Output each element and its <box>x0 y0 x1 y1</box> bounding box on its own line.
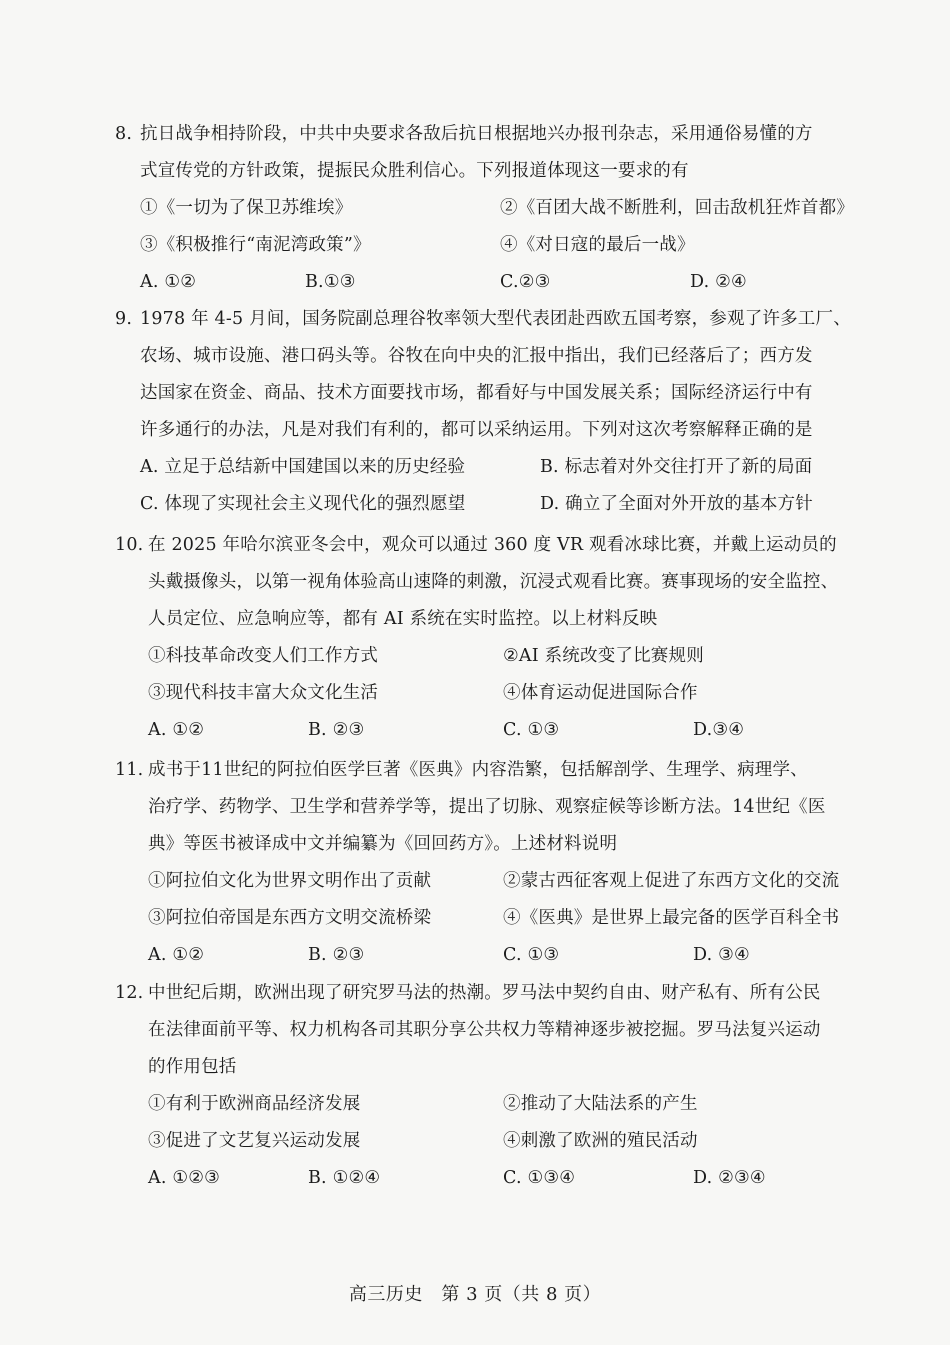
choice-a: A. ①② <box>140 272 197 292</box>
choice-c: C. ①③ <box>503 720 560 740</box>
statement-1: ①阿拉伯文化为世界文明作出了贡献 <box>148 871 432 891</box>
stem-line: 在 2025 年哈尔滨亚冬会中，观众可以通过 360 度 VR 观看冰球比赛，并戴上运动员的 <box>148 535 837 555</box>
choice-a: A. ①② <box>148 720 205 740</box>
statement-4: ④《对日寇的最后一战》 <box>500 235 695 255</box>
question-10 <box>115 527 880 749</box>
choice-b: B. ②③ <box>308 945 365 965</box>
question-number: 8. <box>115 124 133 144</box>
question-number: 9. <box>115 309 133 329</box>
statement-3: ③现代科技丰富大众文化生活 <box>148 683 379 703</box>
choice-b: B.①③ <box>305 272 356 292</box>
question-11 <box>115 752 880 974</box>
choice-b: B. ①②④ <box>308 1168 381 1188</box>
choice-d: D. ②③④ <box>693 1168 766 1188</box>
question-9 <box>115 301 880 523</box>
stem-line: 头戴摄像头，以第一视角体验高山速降的刺激，沉浸式观看比赛。赛事现场的安全监控、 <box>148 572 839 592</box>
page-footer: 高三历史 第 3 页（共 8 页） <box>348 1284 602 1305</box>
choice-c: C. 体现了实现社会主义现代化的强烈愿望 <box>140 494 466 514</box>
choice-d: D. ③④ <box>693 945 750 965</box>
stem-line: 治疗学、药物学、卫生学和营养学等，提出了切脉、观察症候等诊断方法。14世纪《医 <box>148 797 826 817</box>
stem-line: 农场、城市设施、港口码头等。谷牧在向中央的汇报中指出，我们已经落后了；西方发 <box>140 346 813 366</box>
choice-c: C. ①③ <box>503 945 560 965</box>
stem-line: 成书于11世纪的阿拉伯医学巨著《医典》内容浩繁，包括解剖学、生理学、病理学、 <box>148 760 808 780</box>
choice-b: B. 标志着对外交往打开了新的局面 <box>540 457 813 477</box>
stem-line: 1978 年 4-5 月间，国务院副总理谷牧率领大型代表团赴西欧五国考察，参观了许多工厂、 <box>140 309 851 329</box>
statement-2: ②蒙古西征客观上促进了东西方文化的交流 <box>503 871 840 891</box>
statement-3: ③阿拉伯帝国是东西方文明交流桥梁 <box>148 908 432 928</box>
question-number: 10. <box>115 535 144 555</box>
statement-1: ①《一切为了保卫苏维埃》 <box>140 198 353 218</box>
question-number: 11. <box>115 760 144 780</box>
choice-d: D. 确立了全面对外开放的基本方针 <box>540 494 813 514</box>
choice-d: D. ②④ <box>690 272 747 292</box>
stem-line: 人员定位、应急响应等，都有 AI 系统在实时监控。以上材料反映 <box>148 609 658 629</box>
statement-3: ③促进了文艺复兴运动发展 <box>148 1131 361 1151</box>
stem-line: 抗日战争相持阶段，中共中央要求各敌后抗日根据地兴办报刊杂志，采用通俗易懂的方 <box>140 124 813 144</box>
statement-2: ②AI 系统改变了比赛规则 <box>503 646 704 666</box>
stem-line: 典》等医书被译成中文并编纂为《回回药方》。上述材料说明 <box>148 834 618 854</box>
statement-4: ④《医典》是世界上最完备的医学百科全书 <box>503 908 840 928</box>
stem-line: 式宣传党的方针政策，提振民众胜利信心。下列报道体现这一要求的有 <box>140 161 689 181</box>
choice-c: C.②③ <box>500 272 551 292</box>
statement-3: ③《积极推行“南泥湾政策”》 <box>140 235 371 255</box>
choice-a: A. ①②③ <box>148 1168 221 1188</box>
statement-2: ②《百团大战不断胜利，回击敌机狂炸首都》 <box>500 198 854 218</box>
statement-1: ①科技革命改变人们工作方式 <box>148 646 379 666</box>
stem-line: 许多通行的办法，凡是对我们有利的，都可以采纳运用。下列对这次考察解释正确的是 <box>140 420 813 440</box>
statement-4: ④刺激了欧洲的殖民活动 <box>503 1131 698 1151</box>
stem-line: 达国家在资金、商品、技术方面要找市场，都看好与中国发展关系；国际经济运行中有 <box>140 383 813 403</box>
stem-line: 的作用包括 <box>148 1057 237 1077</box>
question-12 <box>115 975 880 1197</box>
choice-d: D.③④ <box>693 720 745 740</box>
stem-line: 中世纪后期，欧洲出现了研究罗马法的热潮。罗马法中契约自由、财产私有、所有公民 <box>148 983 821 1003</box>
stem-line: 在法律面前平等、权力机构各司其职分享公共权力等精神逐步被挖掘。罗马法复兴运动 <box>148 1020 821 1040</box>
statement-4: ④体育运动促进国际合作 <box>503 683 698 703</box>
choice-a: A. 立足于总结新中国建国以来的历史经验 <box>140 457 466 477</box>
choice-c: C. ①③④ <box>503 1168 576 1188</box>
question-number: 12. <box>115 983 144 1003</box>
statement-1: ①有利于欧洲商品经济发展 <box>148 1094 361 1114</box>
statement-2: ②推动了大陆法系的产生 <box>503 1094 698 1114</box>
choice-b: B. ②③ <box>308 720 365 740</box>
choice-a: A. ①② <box>148 945 205 965</box>
question-8 <box>115 116 875 301</box>
